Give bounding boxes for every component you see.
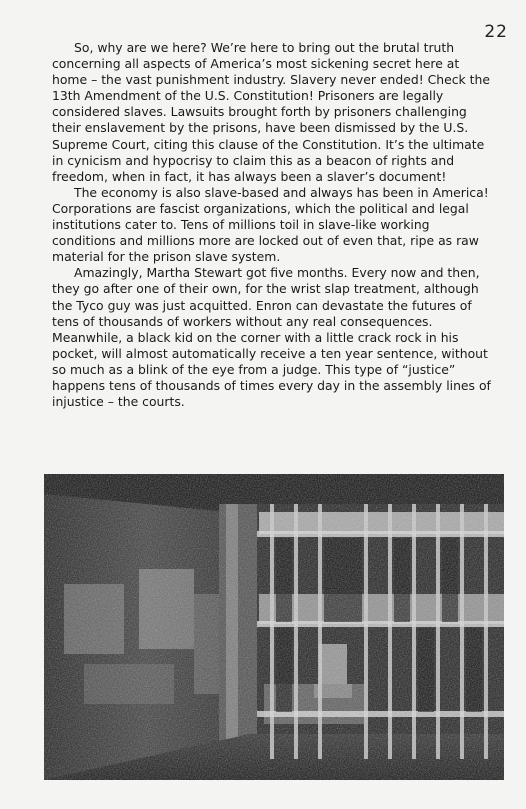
paragraph-3: Amazingly, Martha Stewart got five months. Every now and then, they go after one of their own, for the wrist slap treatment, although the Tyco guy was just acquitted. Enron can devastate the futures of tens of thousands of workers without any real consequences. Meanwhile, a black kid on the corner with a little crack rock in his pocket, will almost automatically receive a ten year sentence, without so much as a blink of the eye from a judge. This type of “justice” happens tens of thousands of times every day in the assembly lines of injustice – the courts. — [52, 265, 491, 410]
paragraph-2: The economy is also slave-based and always has been in America! Corporations are fascist organizations, which the political and legal institutions cater to. Tens of millions toil in slave-like working conditions and millions more are locked out of even that, ripe as raw material for the prison slave system. — [52, 184, 489, 265]
prison-cell-photo — [44, 474, 504, 780]
prison-cell-image — [44, 474, 504, 780]
article-body — [52, 40, 492, 410]
paragraph-1: So, why are we here? We’re here to bring out the brutal truth concerning all aspects of America’s most sickening secret here at home – the vast punishment industry. Slavery never ended! Check the 13th Amendment of the U.S. Constitution! Prisoners are legally considered slaves. Lawsuits brought forth by prisoners challenging their enslavement by the prisons, have been dismissed by the U.S. Supreme Court, citing this clause of the Constitution. It’s the ultimate in cynicism and hypocrisy to claim this as a beacon of rights and freedom, when in fact, it has always been a slaver’s document! — [52, 40, 490, 184]
page-number: 22 — [484, 22, 508, 42]
